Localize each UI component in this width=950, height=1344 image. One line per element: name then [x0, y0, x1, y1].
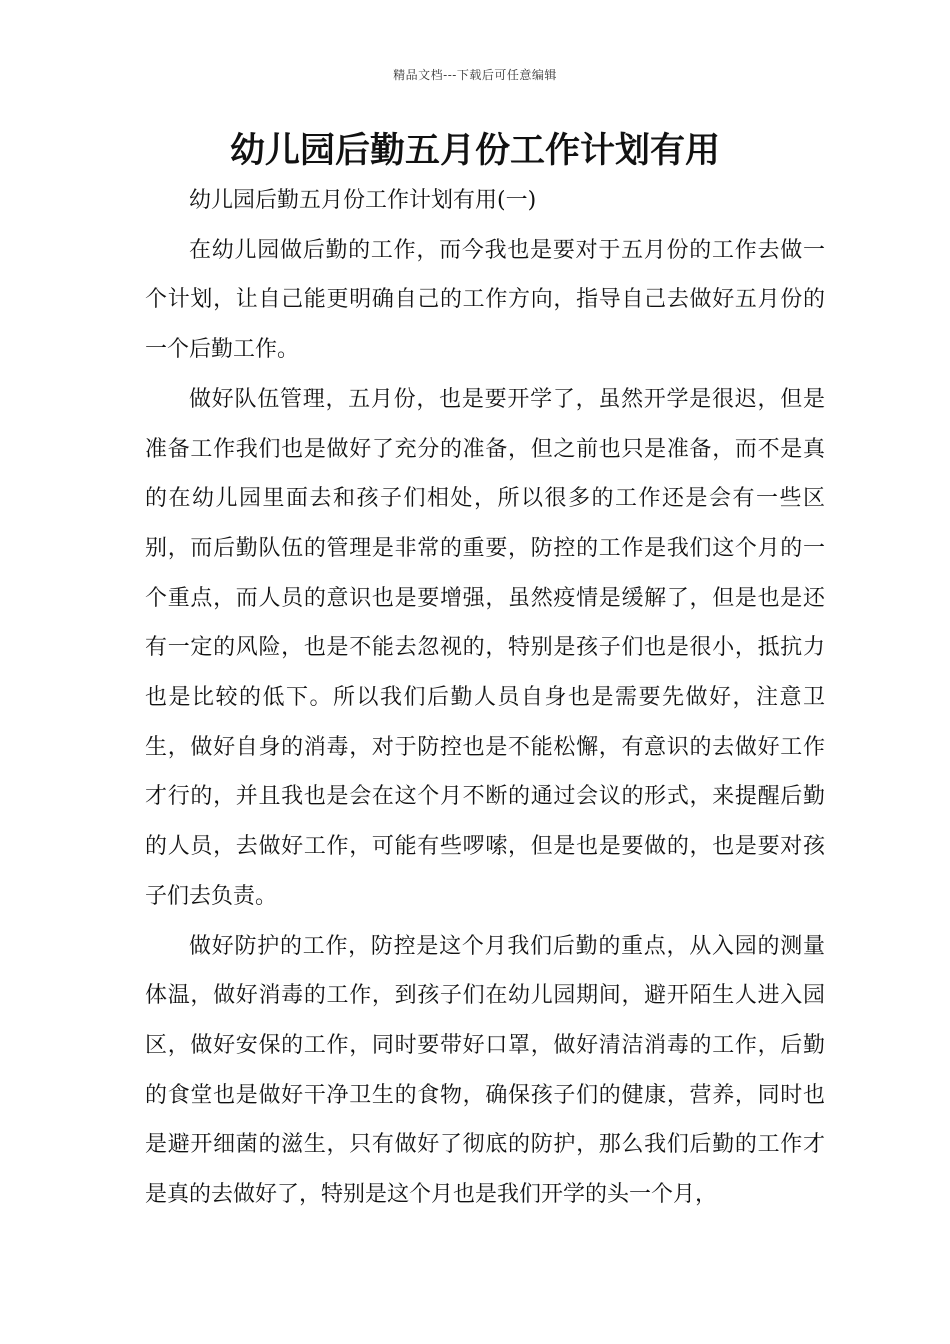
document-subtitle: 幼儿园后勤五月份工作计划有用(一) [189, 188, 537, 213]
paragraph-intro: 在幼儿园做后勤的工作，而今我也是要对于五月份的工作去做一个计划，让自己能更明确自己的工作方向，指导自己去做好五月份的一个后勤工作。 [145, 237, 825, 363]
paragraph-protection: 做好防护的工作，防控是这个月我们后勤的重点，从入园的测量体温，做好消毒的工作，到孩子们在幼儿园期间，避开陌生人进入园区，做好安保的工作，同时要带好口罩，做好清洁消毒的工作，后勤的食堂也是做好干净卫生的食物，确保孩子们的健康，营养，同时也是避开细菌的滋生，只有做好了彻底的防护，那么我们后勤的工作才是真的去做好了，特别是这个月也是我们开学的头一个月， [145, 933, 825, 1208]
paragraph-team-management: 做好队伍管理，五月份，也是要开学了，虽然开学是很迟，但是准备工作我们也是做好了充分的准备，但之前也只是准备，而不是真的在幼儿园里面去和孩子们相处，所以很多的工作还是会有一些区别，而后勤队伍的管理是非常的重要，防控的工作是我们这个月的一个重点，而人员的意识也是要增强，虽然疫情是缓解了，但是也是还有一定的风险，也是不能去忽视的，特别是孩子们也是很小，抵抗力也是比较的低下。所以我们后勤人员自身也是需要先做好，注意卫生，做好自身的消毒，对于防控也是不能松懈，有意识的去做好工作才行的，并且我也是会在这个月不断的通过会议的形式，来提醒后勤的人员，去做好工作，可能有些啰嗦，但是也是要做的，也是要对孩子们去负责。 [145, 386, 825, 909]
document-title: 幼儿园后勤五月份工作计划有用 [229, 131, 720, 171]
page-header-note: 精品文档---下载后可任意编辑 [393, 68, 557, 82]
document-body [145, 176, 825, 1220]
